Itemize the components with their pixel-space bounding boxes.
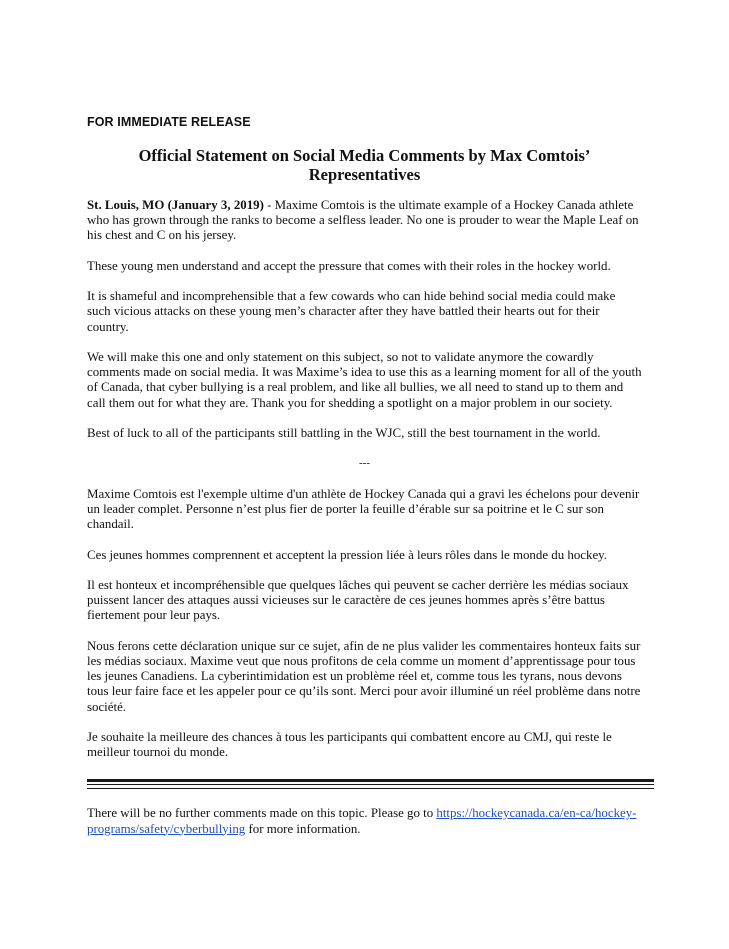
french-paragraph-5: Je souhaite la meilleure des chances à tous les participants qui combattent encore au CMJ, qui reste le meilleur tournoi du monde. (87, 729, 612, 760)
english-paragraph-3: It is shameful and incomprehensible that a few cowards who can hide behind social media could make such vicious attacks on these young men’s character after they have battled their hearts out for their country. (87, 289, 616, 334)
statement-title: Official Statement on Social Media Comments by Max Comtois’ Representatives (138, 146, 591, 184)
language-separator: --- (359, 457, 370, 470)
footer-note (87, 806, 642, 837)
cyberbullying-link[interactable]: https://hockeycanada.ca/en-ca/hockey-programs/safety/cyberbullying (87, 806, 637, 836)
footer-text-after: for more information. (245, 821, 361, 836)
english-paragraph-1 (87, 198, 642, 244)
french-paragraph-2: Ces jeunes hommes comprennent et acceptent la pression liée à leurs rôles dans le monde du hockey. (87, 547, 607, 562)
dateline: St. Louis, MO (January 3, 2019) (87, 198, 264, 212)
french-paragraph-4: Nous ferons cette déclaration unique sur ce sujet, afin de ne plus valider les commentaires honteux faits sur les médias sociaux. Maxime veut que nous profitons de cela comme un moment d’apprentissage pour tous les jeunes Canadiens. La cyberintimidation est un problème réel et, comme tous les tyrans, nous devons tous leur faire face et les appeler pour ce qu’ils sont. Merci pour avoir illuminé un réel problème dans notre société. (87, 638, 641, 714)
footer-text-before: There will be no further comments made on this topic. Please go to (87, 806, 437, 820)
english-paragraph-5: Best of luck to all of the participants still battling in the WJC, still the best tournament in the world. (87, 425, 601, 440)
statement-body (87, 198, 642, 776)
french-paragraph-3: Il est honteux et incompréhensible que quelques lâches qui peuvent se cacher derrière les médias sociaux puissent lancer des attaques aussi vicieuses sur le caractère de ces jeunes hommes après s’être battus fiertement pour leur pays. (87, 577, 629, 623)
english-paragraph-1-text: - Maxime Comtois is the ultimate example of a Hockey Canada athlete who has grown through the ranks to become a selfless leader. No one is prouder to wear the Maple Leaf on his chest and C on his jersey. (87, 198, 639, 243)
english-paragraph-2: These young men understand and accept the pressure that comes with their roles in the hockey world. (87, 258, 611, 273)
english-paragraph-4: We will make this one and only statement on this subject, so not to validate anymore the cowardly comments made on social media. It was Maxime’s idea to use this as a learning moment for all of the youth of Canada, that cyber bullying is a real problem, and like all bullies, we all need to stand up to them and call them out for what they are. Thank you for shedding a spotlight on a major problem in our society. (87, 349, 642, 410)
release-label: FOR IMMEDIATE RELEASE (87, 115, 251, 129)
double-rule-divider (87, 779, 654, 789)
french-paragraph-1: Maxime Comtois est l'exemple ultime d'un athlète de Hockey Canada qui a gravi les échelons pour devenir un leader complet. Personne n’est plus fier de porter la feuille d’érable sur sa poitrine et le C sur son chandail. (87, 486, 640, 532)
